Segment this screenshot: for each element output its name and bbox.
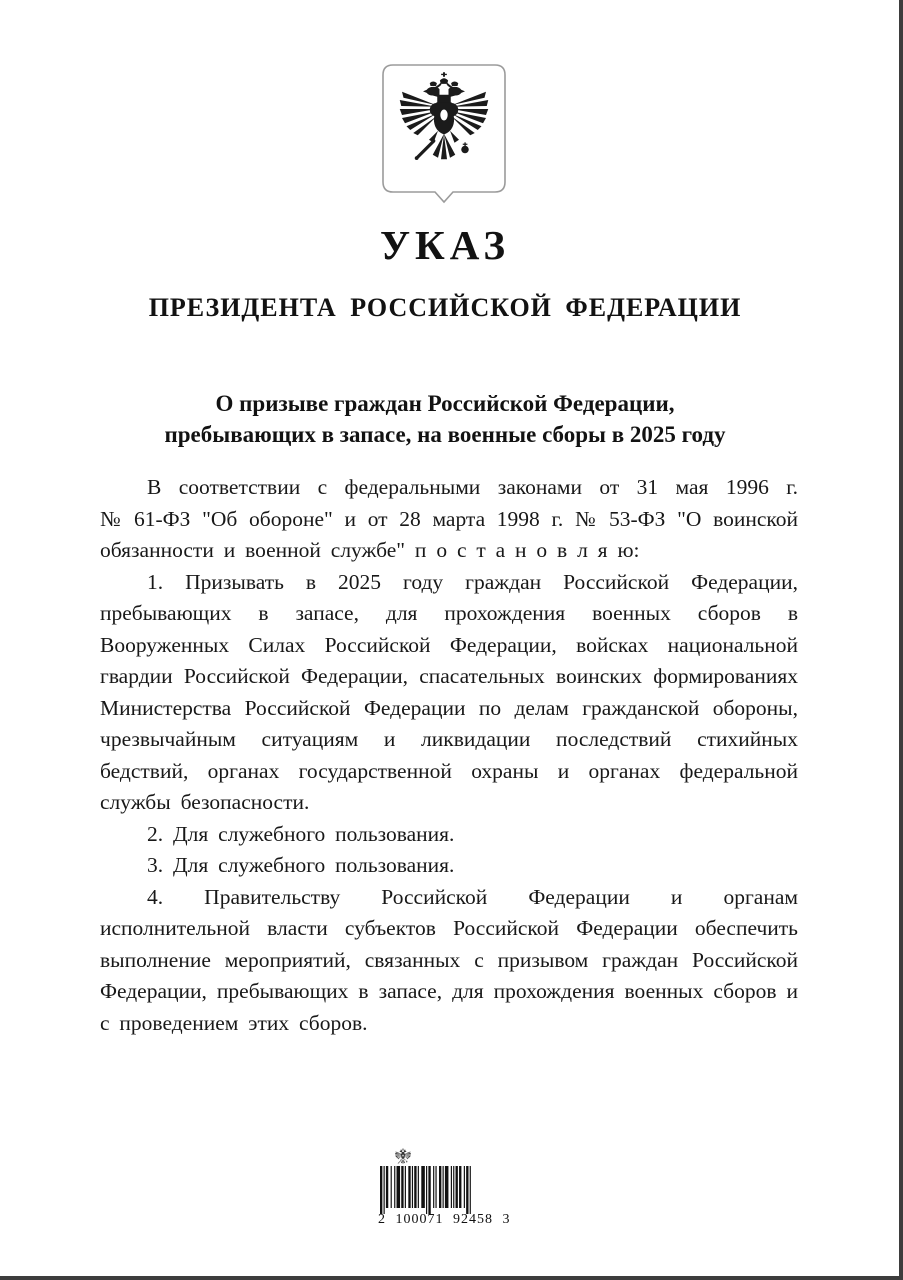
decree-subject xyxy=(92,388,798,450)
decree-issuer-line: ПРЕЗИДЕНТА РОССИЙСКОЙ ФЕДЕРАЦИИ xyxy=(148,293,742,322)
registration-barcode xyxy=(378,1150,511,1236)
decree-body xyxy=(100,472,798,1039)
coat-of-arms-emblem xyxy=(382,64,506,206)
small-eagle-stamp-icon xyxy=(388,1148,418,1168)
decree-item-2: 2. Для служебного пользования. xyxy=(147,821,455,846)
decree-title: УКАЗ xyxy=(379,222,511,268)
decree-item-1: 1. Призывать в 2025 году граждан Российской Федерации, пребывающих в запасе, для прохождения военных сборов в Вооруженных Силах Российской Федерации, войсках национальной гвардии Российской Федерации, спасательных воинских формированиях Министерства Российской Федерации по делам гражданской обороны, чрезвычайным ситуациям и ликвидации последствий стихийных бедствий, органах государственной охраны и органах федеральной службы безопасности. xyxy=(100,569,798,814)
emblem-frame xyxy=(382,64,506,206)
barcode-bars xyxy=(380,1166,480,1216)
barcode-digits: 2 100071 92458 3 xyxy=(378,1212,511,1227)
decree-subject-line-2: пребывающих в запасе, на военные сборы в 2025 году xyxy=(164,422,726,447)
decree-paragraph-intro: В соответствии с федеральными законами от 31 мая 1996 г. № 61-ФЗ "Об обороне" и от 28 марта 1998 г. № 53-ФЗ "О воинской обязанности и военной службе" п о с т а н о в л я ю: xyxy=(100,475,798,562)
decree-item-3: 3. Для служебного пользования. xyxy=(147,853,455,877)
decree-item-4: 4. Правительству Российской Федерации и органам исполнительной власти субъектов Российской Федерации обеспечить выполнение мероприятий, связанных с призывом граждан Российской Федерации, пребывающих в запасе, для прохождения военных сборов и с проведением этих сборов. xyxy=(100,884,798,1035)
decree-subject-line-1: О призыве граждан Российской Федерации, xyxy=(215,391,675,416)
double-headed-eagle-icon xyxy=(400,72,489,160)
